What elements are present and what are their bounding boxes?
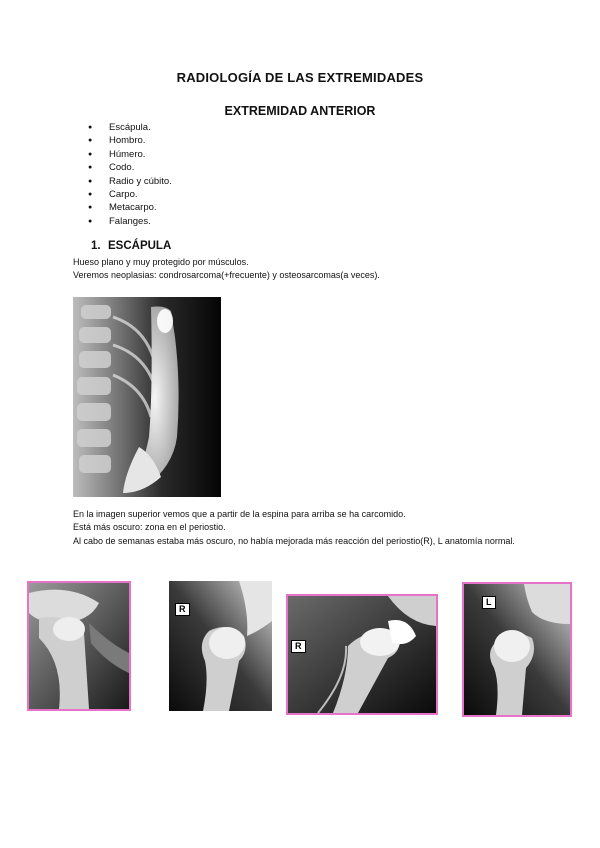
page-subtitle: EXTREMIDAD ANTERIOR xyxy=(224,104,376,118)
intro-line: Veremos neoplasias: condrosarcoma(+frecuente) y osteosarcomas(a veces). xyxy=(73,270,380,281)
side-marker-label: L xyxy=(482,596,496,609)
intro-paragraph xyxy=(73,256,528,283)
description-line: Al cabo de semanas estaba más oscuro, no había mejorada más reacción del periostio(R), L anatomía normal. xyxy=(73,535,515,546)
list-item: ● Metacarpo. xyxy=(88,201,172,214)
section-number: 1. xyxy=(91,240,101,252)
list-item: ● Carpo. xyxy=(88,188,172,201)
list-item: ● Escápula. xyxy=(88,121,172,134)
list-item: ● Hombro. xyxy=(88,134,172,147)
section-heading xyxy=(91,240,171,252)
topic-list xyxy=(88,121,172,228)
list-item: ● Radio y cúbito. xyxy=(88,175,172,188)
side-marker-label: R xyxy=(175,603,190,616)
list-item: ● Falanges. xyxy=(88,215,172,228)
scapula-xray-image xyxy=(73,297,221,497)
intro-line: Hueso plano y muy protegido por músculos. xyxy=(73,257,249,267)
side-marker-label: R xyxy=(291,640,306,653)
list-item: ● Húmero. xyxy=(88,148,172,161)
shoulder-xray-thumbnail-3 xyxy=(286,594,438,715)
page-title: RADIOLOGÍA DE LAS EXTREMIDADES xyxy=(176,70,424,85)
shoulder-xray-thumbnail-4 xyxy=(462,582,572,717)
description-paragraph xyxy=(73,508,528,548)
section-title: ESCÁPULA xyxy=(108,240,172,252)
shoulder-xray-thumbnail-2 xyxy=(169,581,272,711)
description-line: En la imagen superior vemos que a partir de la espina para arriba se ha carcomido. xyxy=(73,509,406,519)
description-line: Está más oscuro: zona en el periostio. xyxy=(73,522,226,533)
list-item: ● Codo. xyxy=(88,161,172,174)
shoulder-xray-thumbnail-1 xyxy=(27,581,131,711)
